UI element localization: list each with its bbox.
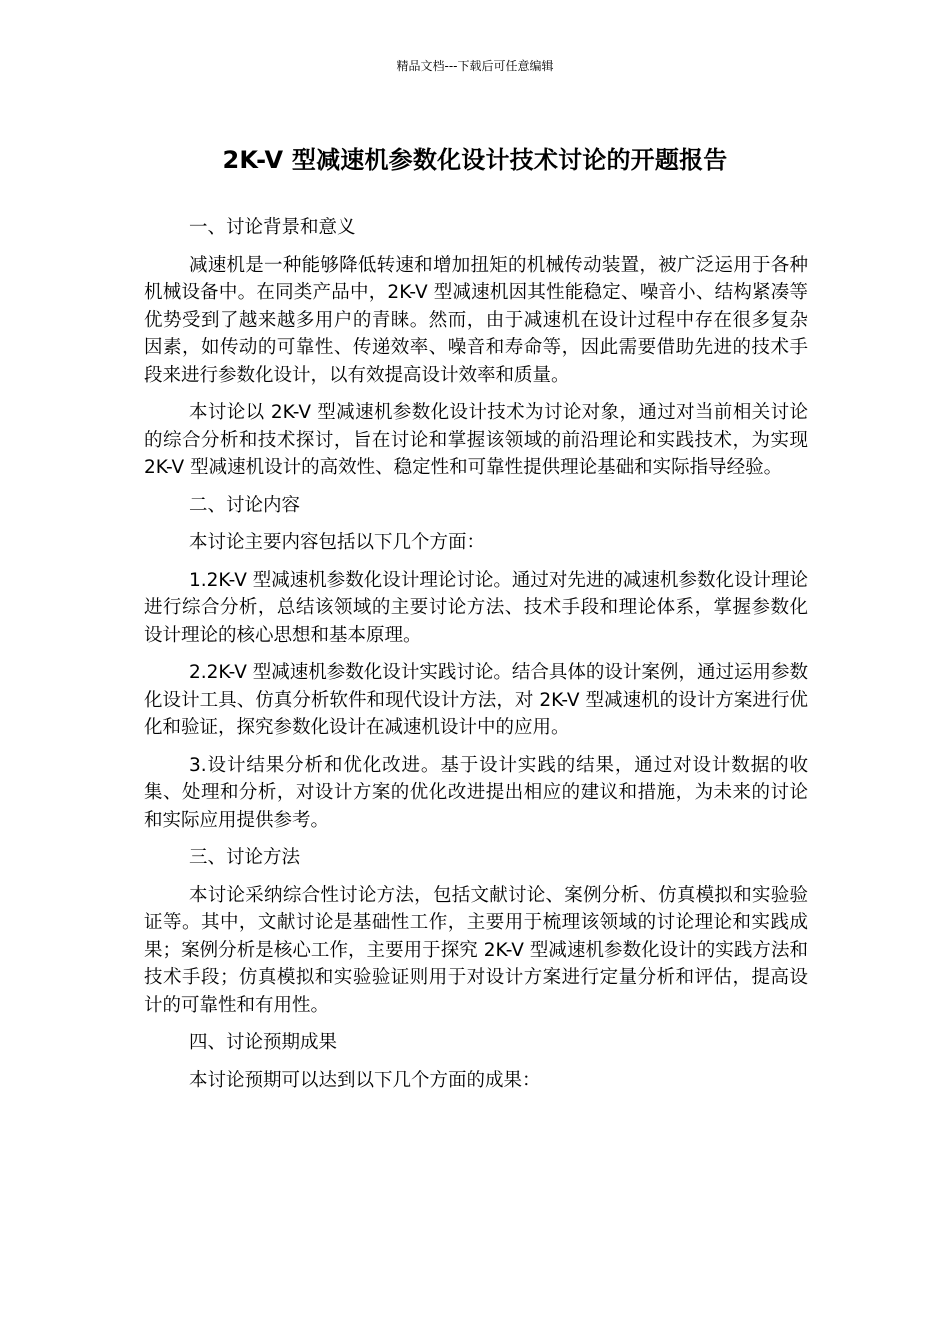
document-title: 2K-V 型减速机参数化设计技术讨论的开题报告 <box>222 146 728 174</box>
list-item: 2.2K-V 型减速机参数化设计实践讨论。结合具体的设计案例，通过运用参数化设计工具、仿真分析软件和现代设计方法，对 2K-V 型减速机的设计方案进行优化和验证，探究参数化设计在减速机设计中的应用。 <box>144 662 808 738</box>
list-item: 1.2K-V 型减速机参数化设计理论讨论。通过对先进的减速机参数化设计理论进行综合分析，总结该领域的主要讨论方法、技术手段和理论体系，掌握参数化设计理论的核心思想和基本原理。 <box>144 569 808 646</box>
paragraph: 本讨论主要内容包括以下几个方面： <box>189 532 486 553</box>
section-heading-content: 二、讨论内容 <box>189 494 301 516</box>
list-item: 3.设计结果分析和优化改进。基于设计实践的结果，通过对设计数据的收集、处理和分析，对设计方案的优化改进提出相应的建议和措施，为未来的讨论和实际应用提供参考。 <box>144 754 808 831</box>
page-header-note: 精品文档---下载后可任意编辑 <box>396 59 554 73</box>
paragraph: 本讨论采纳综合性讨论方法，包括文献讨论、案例分析、仿真模拟和实验验证等。其中，文献讨论是基础性工作，主要用于梳理该领域的讨论理论和实践成果；案例分析是核心工作，主要用于探究 2K-V 型减速机参数化设计的实践方法和技术手段；仿真模拟和实验验证则用于对设计方案进行定量分析和评估，提高设计的可靠性和有用性。 <box>144 884 808 1016</box>
paragraph: 本讨论预期可以达到以下几个方面的成果： <box>189 1069 541 1091</box>
document-body <box>144 214 808 1104</box>
section-heading-background: 一、讨论背景和意义 <box>189 217 356 238</box>
paragraph: 本讨论以 2K-V 型减速机参数化设计技术为讨论对象，通过对当前相关讨论的综合分析和技术探讨，旨在讨论和掌握该领域的前沿理论和实践技术，为实现 2K-V 型减速机设计的高效性、稳定性和可靠性提供理论基础和实际指导经验。 <box>144 402 808 478</box>
paragraph: 减速机是一种能够降低转速和增加扭矩的机械传动装置，被广泛运用于各种机械设备中。在同类产品中，2K-V 型减速机因其性能稳定、噪音小、结构紧凑等优势受到了越来越多用户的青睐。然而，由于减速机在设计过程中存在很多复杂因素，如传动的可靠性、传递效率、噪音和寿命等，因此需要借助先进的技术手段来进行参数化设计，以有效提高设计效率和质量。 <box>144 254 808 386</box>
section-heading-method: 三、讨论方法 <box>189 847 301 868</box>
section-heading-expected-results: 四、讨论预期成果 <box>189 1032 338 1053</box>
